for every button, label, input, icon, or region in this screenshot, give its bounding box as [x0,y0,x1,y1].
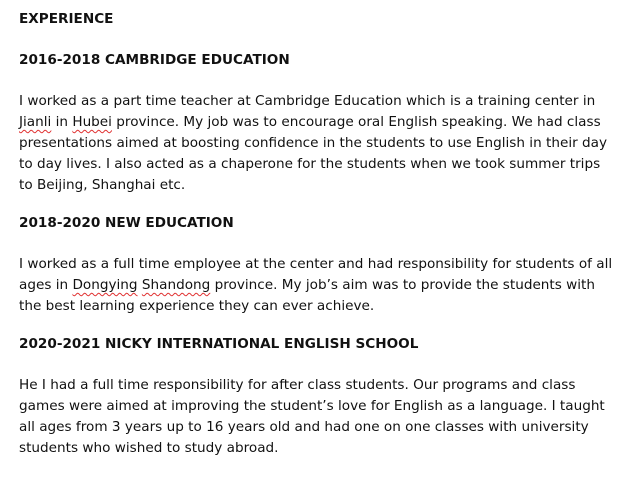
section-title: EXPERIENCE [19,11,114,27]
text-run: I worked as a full time employee at the center and had responsibility for students of all [19,256,613,272]
text-line [19,91,619,112]
text-line [19,296,619,317]
job-heading: 2016-2018 CAMBRIDGE EDUCATION [19,52,290,68]
text-line [19,438,619,459]
document-body [19,9,619,459]
text-line [19,175,619,196]
text-line [19,154,619,175]
text-run: all ages from 3 years up to 16 years old and had one on one classes with university [19,419,589,435]
text-run: students who wished to study abroad. [19,440,279,456]
misspelled-word: Shandong [141,277,211,293]
text-line [19,275,619,296]
text-run: the best learning experience they can ever achieve. [19,298,375,314]
misspelled-word: Dongying [72,277,138,293]
text-run: in [51,114,73,130]
text-line [19,133,619,154]
misspelled-word: Jianli [19,114,52,130]
job-cambridge-education [19,50,619,196]
text-line [19,112,619,133]
text-run: to Beijing, Shanghai etc. [19,177,186,193]
job-description [19,375,619,459]
text-run: to day lives. I also acted as a chaperone for the students when we took summer trips [19,156,601,172]
text-run: province. My job was to encourage oral English speaking. We had class [111,114,601,130]
text-run: province. My job’s aim was to provide the students with [210,277,595,293]
misspelled-word: Hubei [72,114,112,130]
text-line [19,375,619,396]
job-heading: 2018-2020 NEW EDUCATION [19,215,234,231]
text-line [19,417,619,438]
job-new-education [19,213,619,317]
text-line [19,396,619,417]
text-run: ages in [19,277,73,293]
job-description [19,91,619,196]
text-run: games were aimed at improving the student’s love for English as a language. I taught [19,398,605,414]
job-description [19,254,619,317]
job-heading: 2020-2021 NICKY INTERNATIONAL ENGLISH SCHOOL [19,336,419,352]
job-nicky-international [19,334,619,459]
text-run: He I had a full time responsibility for after class students. Our programs and class [19,377,576,393]
text-line [19,254,619,275]
text-run: I worked as a part time teacher at Cambridge Education which is a training center in [19,93,596,109]
text-run: presentations aimed at boosting confidence in the students to use English in their day [19,135,608,151]
